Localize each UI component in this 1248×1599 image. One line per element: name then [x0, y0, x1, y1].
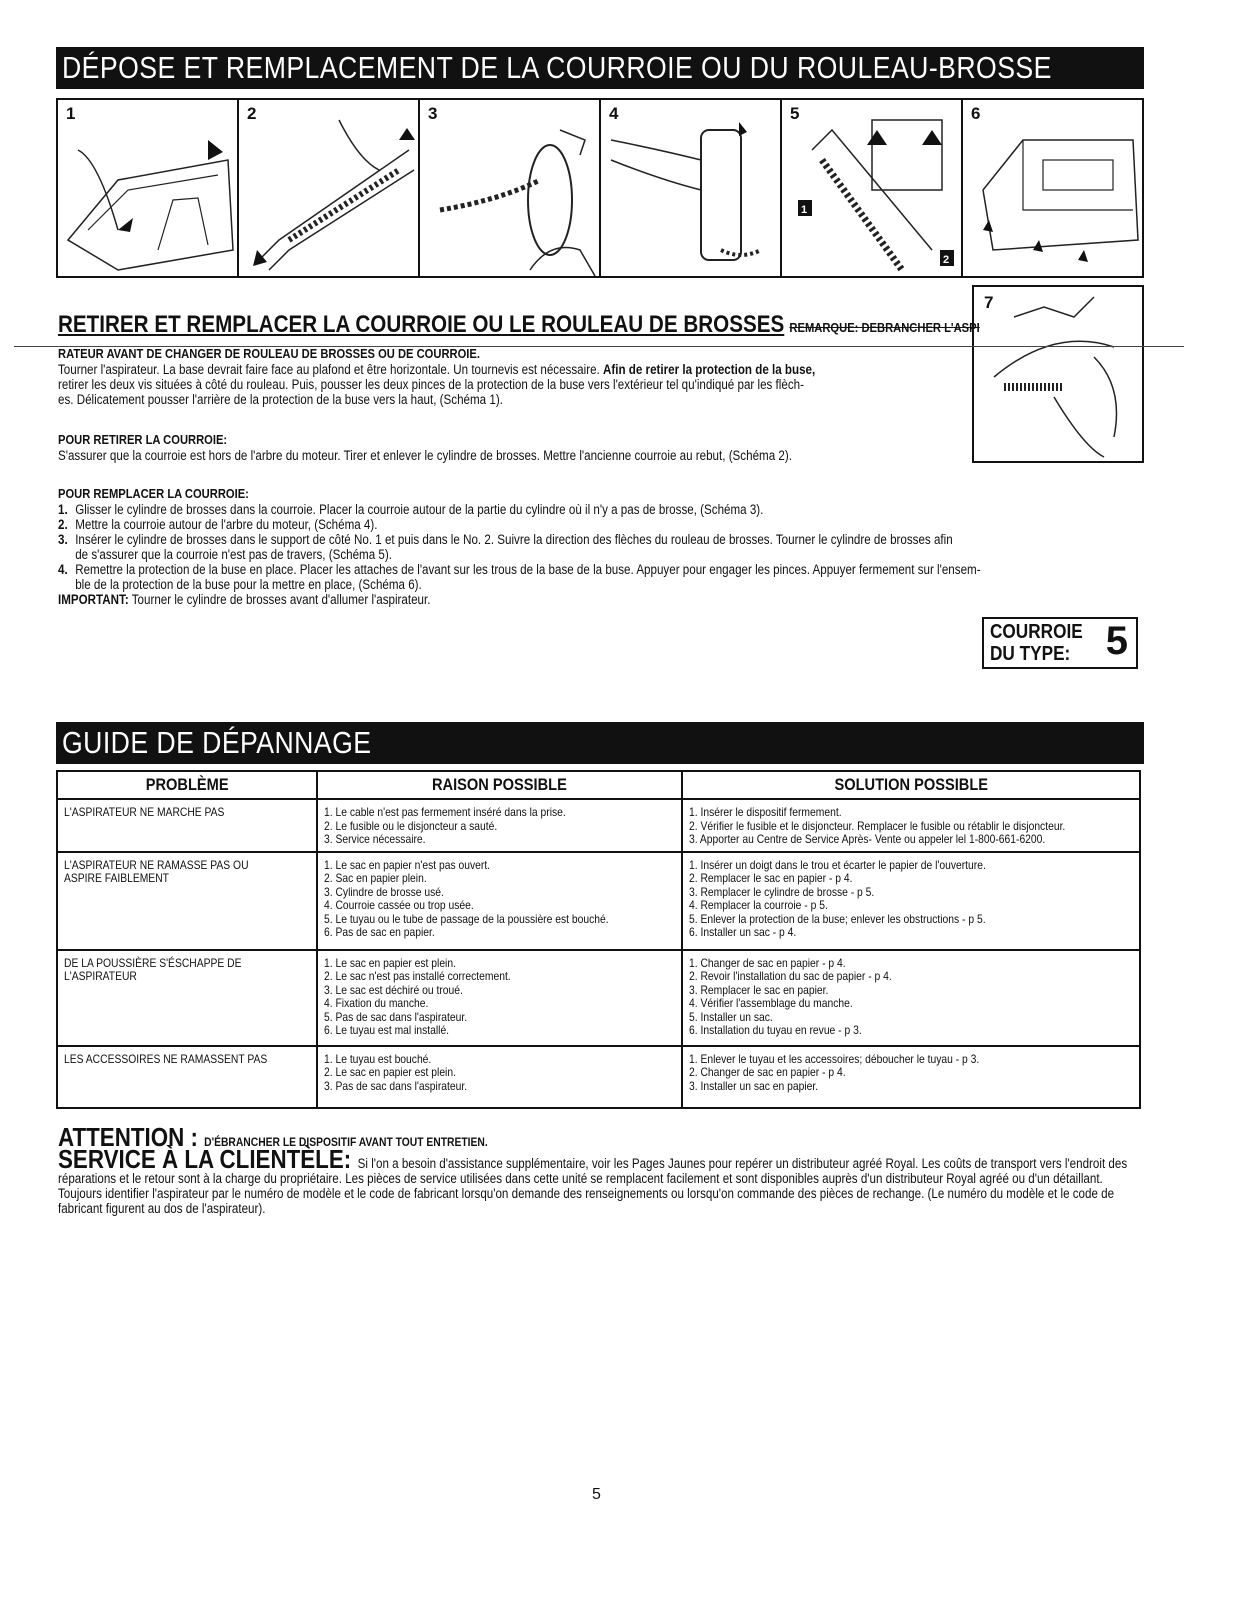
step-text: Remettre la protection de la buse en place. Placer les attaches de l'avant sur les trous de la base de la buse. Appuyer pour engager les pinces. Appuyer fermement sur l'ensem- — [75, 562, 981, 577]
problem-cell: L'ASPIRATEUR NE MARCHE PAS — [57, 799, 317, 852]
step-text: Mettre la courroie autour de l'arbre du moteur, (Schéma 4). — [75, 517, 378, 532]
figure-number: 4 — [609, 104, 619, 123]
figure-5-drawing — [782, 100, 962, 276]
list-item — [58, 562, 981, 577]
problem-cell: L'ASPIRATEUR NE RAMASSE PAS OU ASPIRE FAIBLEMENT — [57, 852, 317, 950]
reason-cell: 1. Le sac en papier est plein. 2. Le sac n'est pas installé correctement. 3. Le sac est déchiré ou troué. 4. Fixation du manche. 5. Pas de sac dans l'aspirateur. 6. Le tuyau est mal installé. — [317, 950, 682, 1046]
step-number: 1. — [58, 502, 68, 517]
belt-type-label — [990, 621, 1083, 665]
column-header: RAISON POSSIBLE — [317, 771, 682, 799]
attention-text: D'ÉBRANCHER LE DISPOSITIF AVANT TOUT ENTRETIEN. — [204, 1135, 488, 1149]
figure-3-drawing — [420, 100, 600, 276]
service-label: SERVICE À LA CLIENTÈLE: — [58, 1144, 352, 1174]
marker-2: 2 — [943, 254, 950, 266]
belt-heading — [58, 311, 980, 339]
figure-2 — [239, 100, 420, 276]
figure-1 — [58, 100, 239, 276]
step-text-cont: de s'assurer que la courroie n'est pas de travers, (Schéma 5). — [75, 547, 392, 562]
column-header: SOLUTION POSSIBLE — [682, 771, 1140, 799]
important-note — [58, 592, 981, 607]
replace-steps — [58, 502, 981, 607]
section-title-belt: DÉPOSE ET REMPLACEMENT DE LA COURROIE OU DU ROULEAU-BROSSE — [62, 50, 1052, 85]
column-header: PROBLÈME — [57, 771, 317, 799]
table-row — [57, 1046, 1140, 1108]
solution-cell: 1. Changer de sac en papier - p 4. 2. Revoir l'installation du sac de papier - p 4. 3. Remplacer le sac en papier. 4. Vérifier l'assemblage du manche. 5. Installer un sac. 6. Installation du tuyau en revue - p 3. — [682, 950, 1140, 1046]
belt-heading-main: RETIRER ET REMPLACER LA COURROIE OU LE ROULEAU DE BROSSES — [58, 311, 785, 338]
intro-text: Tourner l'aspirateur. La base devrait faire face au plafond et être horizontale. Un tournevis est nécessaire. — [58, 362, 603, 377]
customer-service — [58, 1144, 1148, 1216]
figure-7 — [972, 285, 1144, 463]
step-text: Glisser le cylindre de brosses dans la courroie. Placer la courroie autour de la partie du cylindre où il n'y a pas de brosse, (Schéma 3). — [75, 502, 764, 517]
intro-bold: Afin de retirer la protection de la buse, — [602, 362, 816, 377]
figure-number: 7 — [984, 293, 994, 312]
figure-number: 5 — [790, 104, 800, 123]
intro-line-1 — [58, 362, 815, 377]
figure-5 — [782, 100, 963, 276]
solution-cell: 1. Enlever le tuyau et les accessoires; déboucher le tuyau - p 3. 2. Changer de sac en papier - p 4. 3. Installer un sac en papier. — [682, 1046, 1140, 1108]
figure-4-drawing — [601, 100, 781, 276]
list-item — [58, 577, 981, 592]
remove-title: POUR RETIRER LA COURROIE: — [58, 432, 228, 447]
step-text-cont: ble de la protection de la buse pour la mettre en place, (Schéma 6). — [75, 577, 422, 592]
list-item — [58, 517, 981, 532]
figure-2-drawing — [239, 100, 419, 276]
table-row — [57, 852, 1140, 950]
figure-number: 6 — [971, 104, 981, 123]
figure-number: 2 — [247, 104, 257, 123]
important-text: Tourner le cylindre de brosses avant d'allumer l'aspirateur. — [128, 592, 431, 607]
belt-type-label-2: DU TYPE: — [990, 643, 1071, 665]
section-banner-troubleshooting — [56, 722, 1144, 764]
figure-6-drawing — [963, 100, 1143, 276]
figure-number: 1 — [66, 104, 76, 123]
belt-heading-note-end: RATEUR AVANT DE CHANGER DE ROULEAU DE BROSSES OU DE COURROIE. — [58, 346, 480, 361]
attention-label: ATTENTION — [58, 1122, 185, 1152]
belt-type-box — [982, 617, 1138, 669]
step-number: 3. — [58, 532, 68, 547]
belt-type-label-1: COURROIE — [990, 621, 1083, 643]
list-item — [58, 547, 981, 562]
step-text: Insérer le cylindre de brosses dans le support de côté No. 1 et puis dans le No. 2. Suivre la direction des flèches du rouleau de brosses. Tourner le cylindre de brosses afin — [75, 532, 953, 547]
intro-line-2: retirer les deux vis situées à côté du rouleau. Puis, pousser les deux pinces de la protection de la buse vers l'extérieur tel qu'indiqué par les flèch- — [58, 377, 804, 392]
problem-cell: LES ACCESSOIRES NE RAMASSENT PAS — [57, 1046, 317, 1108]
figure-6 — [963, 100, 1142, 276]
reason-cell: 1. Le sac en papier n'est pas ouvert. 2. Sac en papier plein. 3. Cylindre de brosse usé. 4. Courroie cassée ou trop usée. 5. Le tuyau ou le tube de passage de la poussière est bouché. 6. Pas de sac en papier. — [317, 852, 682, 950]
problem-cell: DE LA POUSSIÈRE S'ÉSCHAPPE DE L'ASPIRATEUR — [57, 950, 317, 1046]
belt-type-number: 5 — [1105, 619, 1128, 663]
section-title-troubleshooting: GUIDE DE DÉPANNAGE — [62, 725, 372, 760]
table-row — [57, 950, 1140, 1046]
figure-number: 3 — [428, 104, 438, 123]
figure-3 — [420, 100, 601, 276]
figure-7-drawing — [974, 287, 1142, 461]
solution-cell: 1. Insérer un doigt dans le trou et écarter le papier de l'ouverture. 2. Remplacer le sac en papier - p 4. 3. Remplacer le cylindre de brosse - p 5. 4. Remplacer la courroie - p 5. 5. Enlever la protection de la buse; enlever les obstructions - p 5. 6. Installer un sac - p 4. — [682, 852, 1140, 950]
intro-line-3: es. Délicatement pousser l'arrière de la protection de la buse vers la haut, (Schéma 1). — [58, 392, 503, 407]
remove-text: S'assurer que la courroie est hors de l'arbre du moteur. Tirer et enlever le cylindre de brosses. Mettre l'ancienne courroie au rebut, (Schéma 2). — [58, 448, 792, 463]
step-number: 4. — [58, 562, 68, 577]
list-item — [58, 532, 981, 547]
troubleshooting-table — [56, 770, 1141, 1109]
table-row — [57, 799, 1140, 852]
attention-colon: : — [184, 1122, 205, 1152]
step-number: 2. — [58, 517, 68, 532]
list-item — [58, 502, 981, 517]
marker-1: 1 — [801, 204, 808, 216]
belt-heading-note: REMARQUE: DEBRANCHER L'ASPI — [789, 320, 980, 335]
illustration-strip — [56, 98, 1144, 278]
figure-4 — [601, 100, 782, 276]
solution-cell: 1. Insérer le dispositif fermement. 2. Vérifier le fusible et le disjoncteur. Remplacer le fusible ou rétablir le disjoncteur. 3. Apporter au Centre de Service Après- Vente ou appeler lel 1-800-661-6200. — [682, 799, 1140, 852]
table-header-row — [57, 771, 1140, 799]
figure-1-drawing — [58, 100, 238, 276]
page-number: 5 — [592, 1486, 601, 1503]
important-label: IMPORTANT: — [58, 592, 129, 607]
replace-title: POUR REMPLACER LA COURROIE: — [58, 486, 249, 501]
reason-cell: 1. Le tuyau est bouché. 2. Le sac en papier est plein. 3. Pas de sac dans l'aspirateur. — [317, 1046, 682, 1108]
service-text: Si l'on a besoin d'assistance supplémentaire, voir les Pages Jaunes pour repérer un distributeur agréé Royal. Les coûts de transport vers l'endroit des réparations et le retour sont à la charge du propriétaire. Les pièces de service utilisées dans cette unité se remplacent facilement et sont disponibles auprès d'un distributeur Royal agréé ou d'un détaillant. Toujours identifier l'aspirateur par le numéro de modèle et le code de fabricant lorsqu'on demande des renseignements ou lorsqu'on commande des pièces de rechange. (Le numéro du modèle et le code de fabricant figurent au dos de l'aspirateur). — [58, 1156, 1128, 1216]
reason-cell: 1. Le cable n'est pas fermement inséré dans la prise. 2. Le fusible ou le disjoncteur a sauté. 3. Service nécessaire. — [317, 799, 682, 852]
section-banner-belt — [56, 47, 1144, 89]
